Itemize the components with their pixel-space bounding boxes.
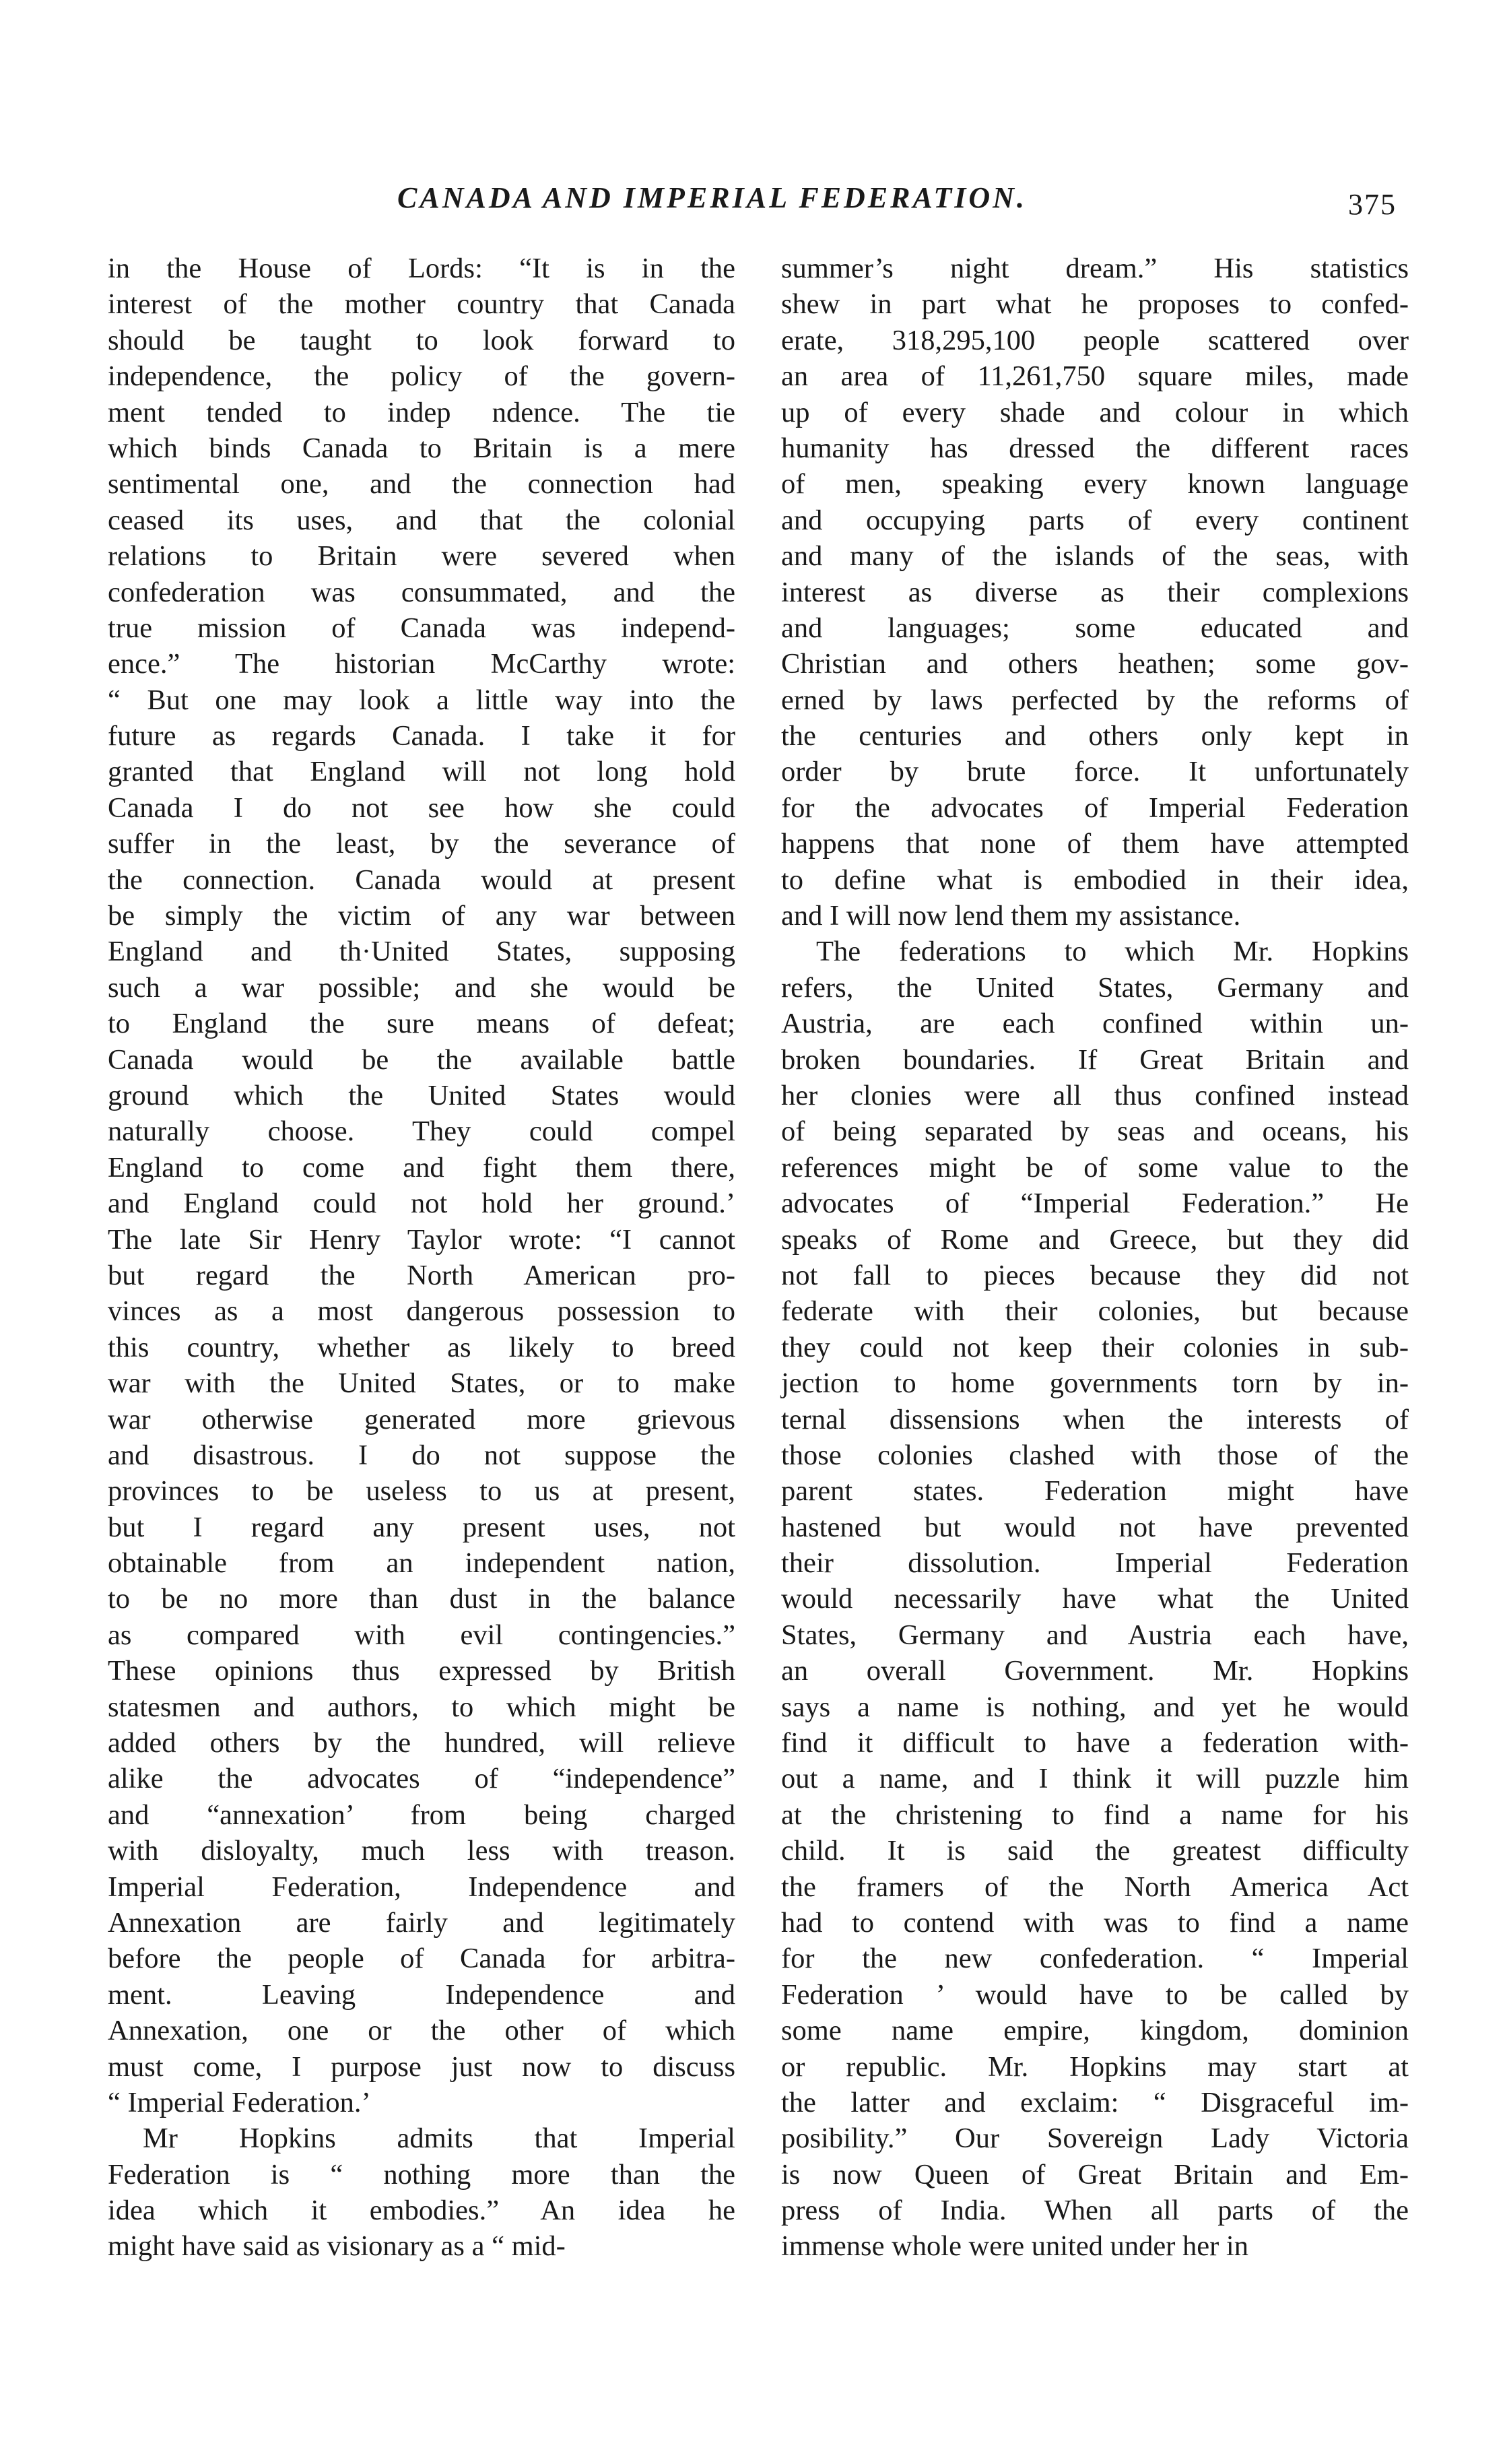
text-line: ceased its uses, and that the colonial: [108, 504, 735, 536]
text-line: broken boundaries. If Great Britain and: [781, 1043, 1409, 1076]
text-line: up of every shade and colour in which: [781, 396, 1409, 428]
left-column: [108, 252, 735, 2266]
text-line: interest of the mother country that Canada: [108, 288, 735, 321]
text-line: find it difficult to have a federation with-: [781, 1727, 1409, 1759]
text-line: Mr Hopkins admits that Imperial: [143, 2122, 735, 2155]
text-line: some name empire, kingdom, dominion: [781, 2015, 1409, 2047]
text-line: an overall Government. Mr. Hopkins: [781, 1655, 1409, 1687]
text-line: humanity has dressed the different races: [781, 432, 1409, 464]
text-line: Canada I do not see how she could: [108, 791, 735, 824]
text-line: child. It is said the greatest difficulty: [781, 1835, 1409, 1867]
text-line: war otherwise generated more grievous: [108, 1403, 735, 1435]
text-line: confederation was consummated, and the: [108, 576, 735, 608]
text-line: with disloyalty, much less with treason.: [108, 1835, 735, 1867]
text-line: in the House of Lords: “It is in the: [108, 253, 735, 284]
text-line: of men, speaking every known language: [781, 468, 1409, 500]
text-line: The federations to which Mr. Hopkins: [816, 936, 1409, 968]
text-line: had to contend with was to find a name: [781, 1906, 1409, 1939]
text-line: ence.” The historian McCarthy wrote:: [108, 648, 735, 680]
text-line: granted that England will not long hold: [108, 756, 735, 788]
text-line: for the advocates of Imperial Federation: [781, 791, 1409, 824]
text-line: such a war possible; and she would be: [108, 971, 735, 1004]
text-line: those colonies clashed with those of the: [781, 1439, 1409, 1471]
text-line: England to come and fight them there,: [108, 1151, 735, 1184]
text-line: but regard the North American pro-: [108, 1259, 735, 1291]
text-line: federate with their colonies, but because: [781, 1295, 1409, 1328]
text-line: ground which the United States would: [108, 1079, 735, 1111]
text-line: for the new confederation. “ Imperial: [781, 1943, 1409, 1975]
text-line: and languages; some educated and: [781, 612, 1409, 644]
text-line: summer’s night dream.” His statistics: [781, 253, 1409, 284]
text-line: hastened but would not have prevented: [781, 1511, 1409, 1543]
running-title: CANADA AND IMPERIAL FEDERATION.: [397, 181, 1027, 214]
text-line: which binds Canada to Britain is a mere: [108, 432, 735, 464]
text-line: should be taught to look forward to: [108, 324, 735, 356]
text-line: Federation is “ nothing more than the: [108, 2158, 735, 2191]
text-line: of being separated by seas and oceans, his: [781, 1115, 1409, 1148]
text-line: the framers of the North America Act: [781, 1871, 1409, 1903]
text-line: and disastrous. I do not suppose the: [108, 1439, 735, 1471]
text-line: vinces as a most dangerous possession to: [108, 1295, 735, 1328]
text-line: true mission of Canada was independ-: [108, 612, 735, 644]
text-line: happens that none of them have attempted: [781, 828, 1409, 860]
text-line: ment. Leaving Independence and: [108, 1978, 735, 2011]
text-line: order by brute force. It unfortunately: [781, 756, 1409, 788]
text-line: the connection. Canada would at present: [108, 864, 735, 896]
text-line: posibility.” Our Sovereign Lady Victoria: [781, 2122, 1409, 2155]
text-line: their dissolution. Imperial Federation: [781, 1547, 1409, 1580]
text-line: naturally choose. They could compel: [108, 1115, 735, 1148]
text-line: Canada would be the available battle: [108, 1043, 735, 1076]
text-line: says a name is nothing, and yet he would: [781, 1691, 1409, 1723]
text-line: references might be of some value to the: [781, 1151, 1409, 1184]
text-line: to be no more than dust in the balance: [108, 1583, 735, 1615]
text-line: provinces to be useless to us at present,: [108, 1475, 735, 1507]
text-line: is now Queen of Great Britain and Em-: [781, 2158, 1409, 2191]
text-line: Christian and others heathen; some gov-: [781, 648, 1409, 680]
text-line: as compared with evil contingencies.”: [108, 1619, 735, 1651]
text-line: before the people of Canada for arbitra-: [108, 1943, 735, 1975]
text-line: ternal dissensions when the interests of: [781, 1403, 1409, 1435]
text-line: refers, the United States, Germany and: [781, 971, 1409, 1004]
text-line: out a name, and I think it will puzzle him: [781, 1763, 1409, 1795]
text-line: relations to Britain were severed when: [108, 540, 735, 573]
text-line: “ Imperial Federation.’: [108, 2086, 371, 2118]
text-line: These opinions thus expressed by British: [108, 1655, 735, 1687]
text-line: speaks of Rome and Greece, but they did: [781, 1223, 1409, 1256]
text-line: erate, 318,295,100 people scattered over: [781, 324, 1409, 356]
text-line: The late Sir Henry Taylor wrote: “I cannot: [108, 1223, 735, 1256]
text-line: and occupying parts of every continent: [781, 504, 1409, 536]
text-line: ment tended to indep ndence. The tie: [108, 396, 735, 428]
text-line: advocates of “Imperial Federation.” He: [781, 1188, 1409, 1220]
text-line: and many of the islands of the seas, with: [781, 540, 1409, 573]
right-column: [781, 252, 1409, 2266]
text-line: shew in part what he proposes to confed-: [781, 288, 1409, 321]
text-line: idea which it embodies.” An idea he: [108, 2195, 735, 2227]
text-line: to England the sure means of defeat;: [108, 1008, 735, 1040]
text-line: future as regards Canada. I take it for: [108, 720, 735, 752]
text-line: and I will now lend them my assistance.: [781, 900, 1241, 932]
text-line: parent states. Federation might have: [781, 1475, 1409, 1507]
text-line: Annexation are fairly and legitimately: [108, 1906, 735, 1939]
text-line: this country, whether as likely to breed: [108, 1331, 735, 1363]
text-line: added others by the hundred, will relieve: [108, 1727, 735, 1759]
text-line: independence, the policy of the govern-: [108, 360, 735, 393]
text-line: her clonies were all thus confined instead: [781, 1079, 1409, 1111]
text-line: or republic. Mr. Hopkins may start at: [781, 2050, 1409, 2083]
text-line: sentimental one, and the connection had: [108, 468, 735, 500]
text-line: the latter and exclaim: “ Disgraceful im-: [781, 2086, 1409, 2118]
text-line: press of India. When all parts of the: [781, 2195, 1409, 2227]
text-line: might have said as visionary as a “ mid-: [108, 2230, 566, 2263]
text-line: States, Germany and Austria each have,: [781, 1619, 1409, 1651]
text-line: Imperial Federation, Independence and: [108, 1871, 735, 1903]
text-line: and England could not hold her ground.’: [108, 1188, 735, 1220]
text-line: Austria, are each confined within un-: [781, 1008, 1409, 1040]
text-line: statesmen and authors, to which might be: [108, 1691, 735, 1723]
text-line: they could not keep their colonies in sub-: [781, 1331, 1409, 1363]
text-line: interest as diverse as their complexions: [781, 576, 1409, 608]
text-line: obtainable from an independent nation,: [108, 1547, 735, 1580]
text-line: an area of 11,261,750 square miles, made: [781, 360, 1409, 393]
text-line: Annexation, one or the other of which: [108, 2015, 735, 2047]
text-line: and “annexation’ from being charged: [108, 1798, 735, 1831]
text-line: immense whole were united under her in: [781, 2230, 1248, 2263]
text-line: would necessarily have what the United: [781, 1583, 1409, 1615]
text-line: to define what is embodied in their idea,: [781, 864, 1409, 896]
text-line: but I regard any present uses, not: [108, 1511, 735, 1543]
text-line: England and th·United States, supposing: [108, 936, 735, 968]
text-line: “ But one may look a little way into the: [108, 684, 735, 716]
text-line: erned by laws perfected by the reforms of: [781, 684, 1409, 716]
text-line: jection to home governments torn by in-: [781, 1367, 1409, 1400]
text-line: war with the United States, or to make: [108, 1367, 735, 1400]
text-line: Federation ’ would have to be called by: [781, 1978, 1409, 2011]
text-line: be simply the victim of any war between: [108, 900, 735, 932]
text-line: at the christening to find a name for his: [781, 1798, 1409, 1831]
page-number: 375: [1348, 188, 1397, 221]
text-line: suffer in the least, by the severance of: [108, 828, 735, 860]
text-line: not fall to pieces because they did not: [781, 1259, 1409, 1291]
text-line: must come, I purpose just now to discuss: [108, 2050, 735, 2083]
text-line: alike the advocates of “independence”: [108, 1763, 735, 1795]
text-line: the centuries and others only kept in: [781, 720, 1409, 752]
